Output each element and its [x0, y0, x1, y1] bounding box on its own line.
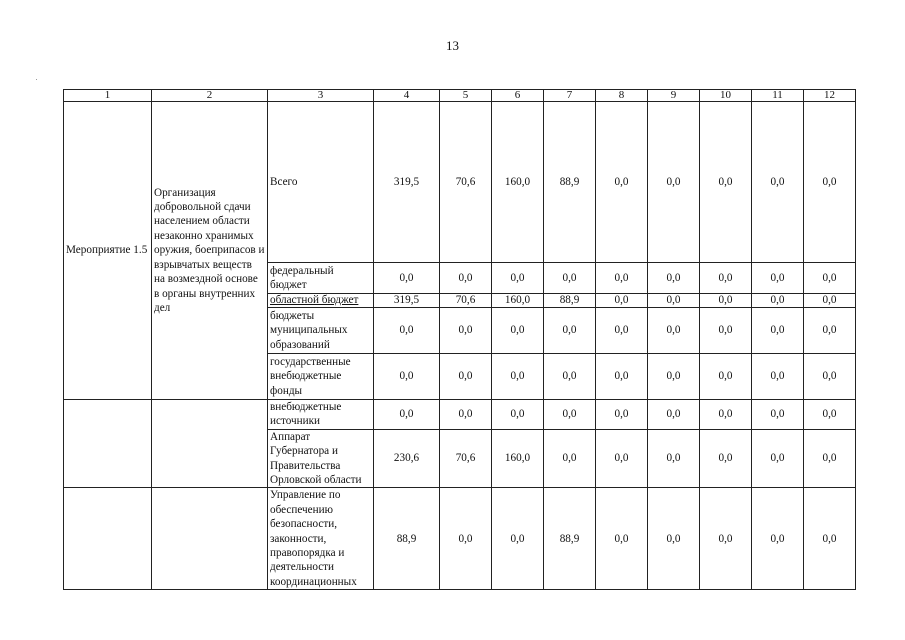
value-cell: 0,0 — [804, 294, 856, 308]
scan-speck — [36, 79, 37, 80]
table-row — [64, 488, 856, 590]
value-cell: 230,6 — [374, 429, 440, 488]
value-cell: 88,9 — [544, 488, 596, 590]
empty-cell — [64, 488, 152, 590]
value-cell: 0,0 — [648, 488, 700, 590]
value-cell: 70,6 — [440, 294, 492, 308]
value-cell: 0,0 — [374, 263, 440, 294]
value-cell: 0,0 — [596, 400, 648, 430]
table-row — [64, 400, 856, 430]
value-cell: 0,0 — [700, 308, 752, 354]
value-cell: 0,0 — [596, 488, 648, 590]
funding-source-cell: Аппарат Губернатора и Правительства Орловской области — [268, 429, 374, 488]
value-cell: 0,0 — [752, 400, 804, 430]
column-header: 9 — [648, 90, 700, 102]
column-header: 6 — [492, 90, 544, 102]
empty-cell — [152, 400, 268, 488]
value-cell: 0,0 — [374, 400, 440, 430]
value-cell: 0,0 — [752, 263, 804, 294]
value-cell: 0,0 — [700, 102, 752, 263]
value-cell: 0,0 — [648, 354, 700, 400]
value-cell: 0,0 — [648, 429, 700, 488]
value-cell: 0,0 — [700, 488, 752, 590]
value-cell: 160,0 — [492, 429, 544, 488]
value-cell: 0,0 — [544, 429, 596, 488]
value-cell: 0,0 — [440, 263, 492, 294]
value-cell: 0,0 — [492, 354, 544, 400]
value-cell: 0,0 — [648, 263, 700, 294]
column-header: 5 — [440, 90, 492, 102]
budget-table — [63, 89, 856, 590]
value-cell: 0,0 — [700, 354, 752, 400]
value-cell: 0,0 — [804, 308, 856, 354]
value-cell: 0,0 — [752, 102, 804, 263]
value-cell: 0,0 — [752, 488, 804, 590]
value-cell: 88,9 — [374, 488, 440, 590]
funding-source-cell: Управление по обеспечению безопасности, законности, правопорядка и деятельности координационных — [268, 488, 374, 590]
value-cell: 0,0 — [492, 263, 544, 294]
value-cell: 0,0 — [700, 400, 752, 430]
value-cell: 0,0 — [804, 102, 856, 263]
value-cell: 0,0 — [492, 400, 544, 430]
value-cell: 88,9 — [544, 102, 596, 263]
column-number-row — [64, 90, 856, 102]
value-cell: 0,0 — [596, 102, 648, 263]
value-cell: 0,0 — [804, 488, 856, 590]
column-header: 3 — [268, 90, 374, 102]
funding-source-cell: областной бюджет — [268, 294, 374, 308]
funding-source-cell: Всего — [268, 102, 374, 263]
empty-cell — [152, 488, 268, 590]
value-cell: 0,0 — [374, 308, 440, 354]
value-cell: 70,6 — [440, 102, 492, 263]
page-number: 13 — [446, 38, 459, 53]
value-cell: 0,0 — [700, 294, 752, 308]
funding-source-cell: федеральный бюджет — [268, 263, 374, 294]
empty-cell — [64, 400, 152, 488]
value-cell: 0,0 — [648, 308, 700, 354]
funding-source-cell: бюджеты муниципальных образований — [268, 308, 374, 354]
value-cell: 0,0 — [596, 263, 648, 294]
column-header: 8 — [596, 90, 648, 102]
value-cell: 0,0 — [544, 263, 596, 294]
funding-source-cell: государственные внебюджетные фонды — [268, 354, 374, 400]
value-cell: 0,0 — [596, 429, 648, 488]
value-cell: 88,9 — [544, 294, 596, 308]
value-cell: 319,5 — [374, 294, 440, 308]
value-cell: 160,0 — [492, 294, 544, 308]
value-cell: 0,0 — [596, 308, 648, 354]
value-cell: 0,0 — [544, 400, 596, 430]
value-cell: 319,5 — [374, 102, 440, 263]
column-header: 11 — [752, 90, 804, 102]
value-cell: 0,0 — [440, 308, 492, 354]
value-cell: 0,0 — [648, 294, 700, 308]
value-cell: 0,0 — [596, 354, 648, 400]
value-cell: 0,0 — [544, 354, 596, 400]
value-cell: 0,0 — [804, 400, 856, 430]
value-cell: 0,0 — [700, 263, 752, 294]
value-cell: 0,0 — [752, 354, 804, 400]
value-cell: 0,0 — [804, 429, 856, 488]
column-header: 2 — [152, 90, 268, 102]
value-cell: 0,0 — [700, 429, 752, 488]
value-cell: 0,0 — [440, 354, 492, 400]
funding-source-cell: внебюджетные источники — [268, 400, 374, 430]
event-code-cell: Мероприятие 1.5 — [64, 102, 152, 400]
column-header: 12 — [804, 90, 856, 102]
value-cell: 0,0 — [492, 308, 544, 354]
value-cell: 0,0 — [374, 354, 440, 400]
value-cell: 0,0 — [804, 263, 856, 294]
value-cell: 0,0 — [804, 354, 856, 400]
value-cell: 160,0 — [492, 102, 544, 263]
value-cell: 0,0 — [544, 308, 596, 354]
value-cell: 0,0 — [440, 488, 492, 590]
value-cell: 0,0 — [648, 102, 700, 263]
column-header: 1 — [64, 90, 152, 102]
column-header: 10 — [700, 90, 752, 102]
value-cell: 0,0 — [752, 429, 804, 488]
value-cell: 0,0 — [752, 294, 804, 308]
value-cell: 0,0 — [752, 308, 804, 354]
value-cell: 70,6 — [440, 429, 492, 488]
column-header: 4 — [374, 90, 440, 102]
value-cell: 0,0 — [648, 400, 700, 430]
value-cell: 0,0 — [440, 400, 492, 430]
column-header: 7 — [544, 90, 596, 102]
table-row — [64, 102, 856, 263]
value-cell: 0,0 — [596, 294, 648, 308]
event-description-cell: Организация добровольной сдачи населением области незаконно хранимых оружия, боеприпасов и взрывчатых веществ на возмездной основе в органы внутренних дел — [152, 102, 268, 400]
value-cell: 0,0 — [492, 488, 544, 590]
